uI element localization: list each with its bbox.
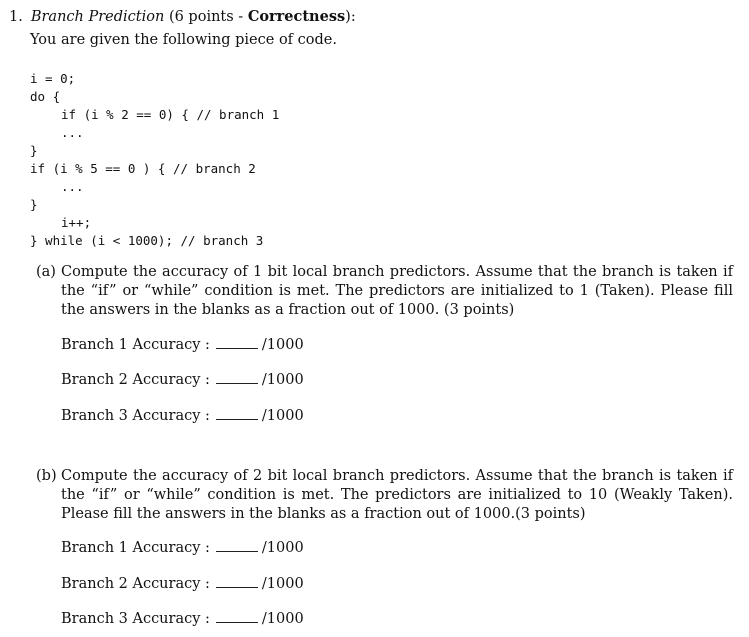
answer-suffix: /1000 xyxy=(261,540,304,556)
answer-row xyxy=(61,540,304,556)
question-title: Branch Prediction xyxy=(30,9,165,25)
answer-label: Branch 3 Accuracy : xyxy=(61,408,210,424)
question-number: 1. xyxy=(9,9,23,25)
answer-row xyxy=(61,372,304,388)
part-text: Compute the accuracy of 2 bit local branch predictors. Assume that the branch is taken if the “if” or “while” condition is met. The predictors are initialized to 10 (Weakly Taken). Please fill the answers in the blanks as a fraction out of 1000.(3 points) xyxy=(61,468,733,522)
points-prefix: (6 points - xyxy=(168,9,244,25)
code-line: } while (i < 1000); // branch 3 xyxy=(30,233,264,248)
question-heading xyxy=(9,8,356,25)
code-line: ... xyxy=(61,125,84,140)
answer-row xyxy=(61,576,304,592)
answer-suffix: /1000 xyxy=(261,372,304,388)
answer-label: Branch 2 Accuracy : xyxy=(61,576,210,592)
code-line: i = 0; xyxy=(30,71,76,86)
code-line: do { xyxy=(30,89,61,104)
answer-blank[interactable] xyxy=(216,577,258,588)
answer-row xyxy=(61,337,304,353)
part-b xyxy=(36,467,736,527)
answer-label: Branch 3 Accuracy : xyxy=(61,611,210,627)
code-line: ... xyxy=(61,179,84,194)
code-line: if (i % 5 == 0 ) { // branch 2 xyxy=(30,161,256,176)
answer-label: Branch 2 Accuracy : xyxy=(61,372,210,388)
answer-blank[interactable] xyxy=(216,409,258,420)
answer-suffix: /1000 xyxy=(261,611,304,627)
part-label: (b) xyxy=(36,468,57,484)
answer-blank[interactable] xyxy=(216,373,258,384)
answer-row xyxy=(61,408,304,424)
question-intro: You are given the following piece of code. xyxy=(30,32,337,48)
code-line: i++; xyxy=(61,215,92,230)
part-a xyxy=(36,263,736,323)
answer-suffix: /1000 xyxy=(261,408,304,424)
code-line: if (i % 2 == 0) { // branch 1 xyxy=(61,107,280,122)
part-text: Compute the accuracy of 1 bit local branch predictors. Assume that the branch is taken if the “if” or “while” condition is met. The predictors are initialized to 1 (Taken). Please fill the answers in the blanks as a fraction out of 1000. (3 points) xyxy=(61,264,733,318)
answer-label: Branch 1 Accuracy : xyxy=(61,540,210,556)
answer-blank[interactable] xyxy=(216,612,258,623)
answer-blank[interactable] xyxy=(216,338,258,349)
points-label: Correctness xyxy=(247,8,346,25)
answer-suffix: /1000 xyxy=(261,337,304,353)
code-line: } xyxy=(30,143,38,158)
answer-label: Branch 1 Accuracy : xyxy=(61,337,210,353)
answer-row xyxy=(61,611,304,627)
answer-suffix: /1000 xyxy=(261,576,304,592)
answer-blank[interactable] xyxy=(216,541,258,552)
code-line: } xyxy=(30,197,38,212)
points-suffix: ): xyxy=(345,9,356,25)
part-label: (a) xyxy=(36,264,56,280)
